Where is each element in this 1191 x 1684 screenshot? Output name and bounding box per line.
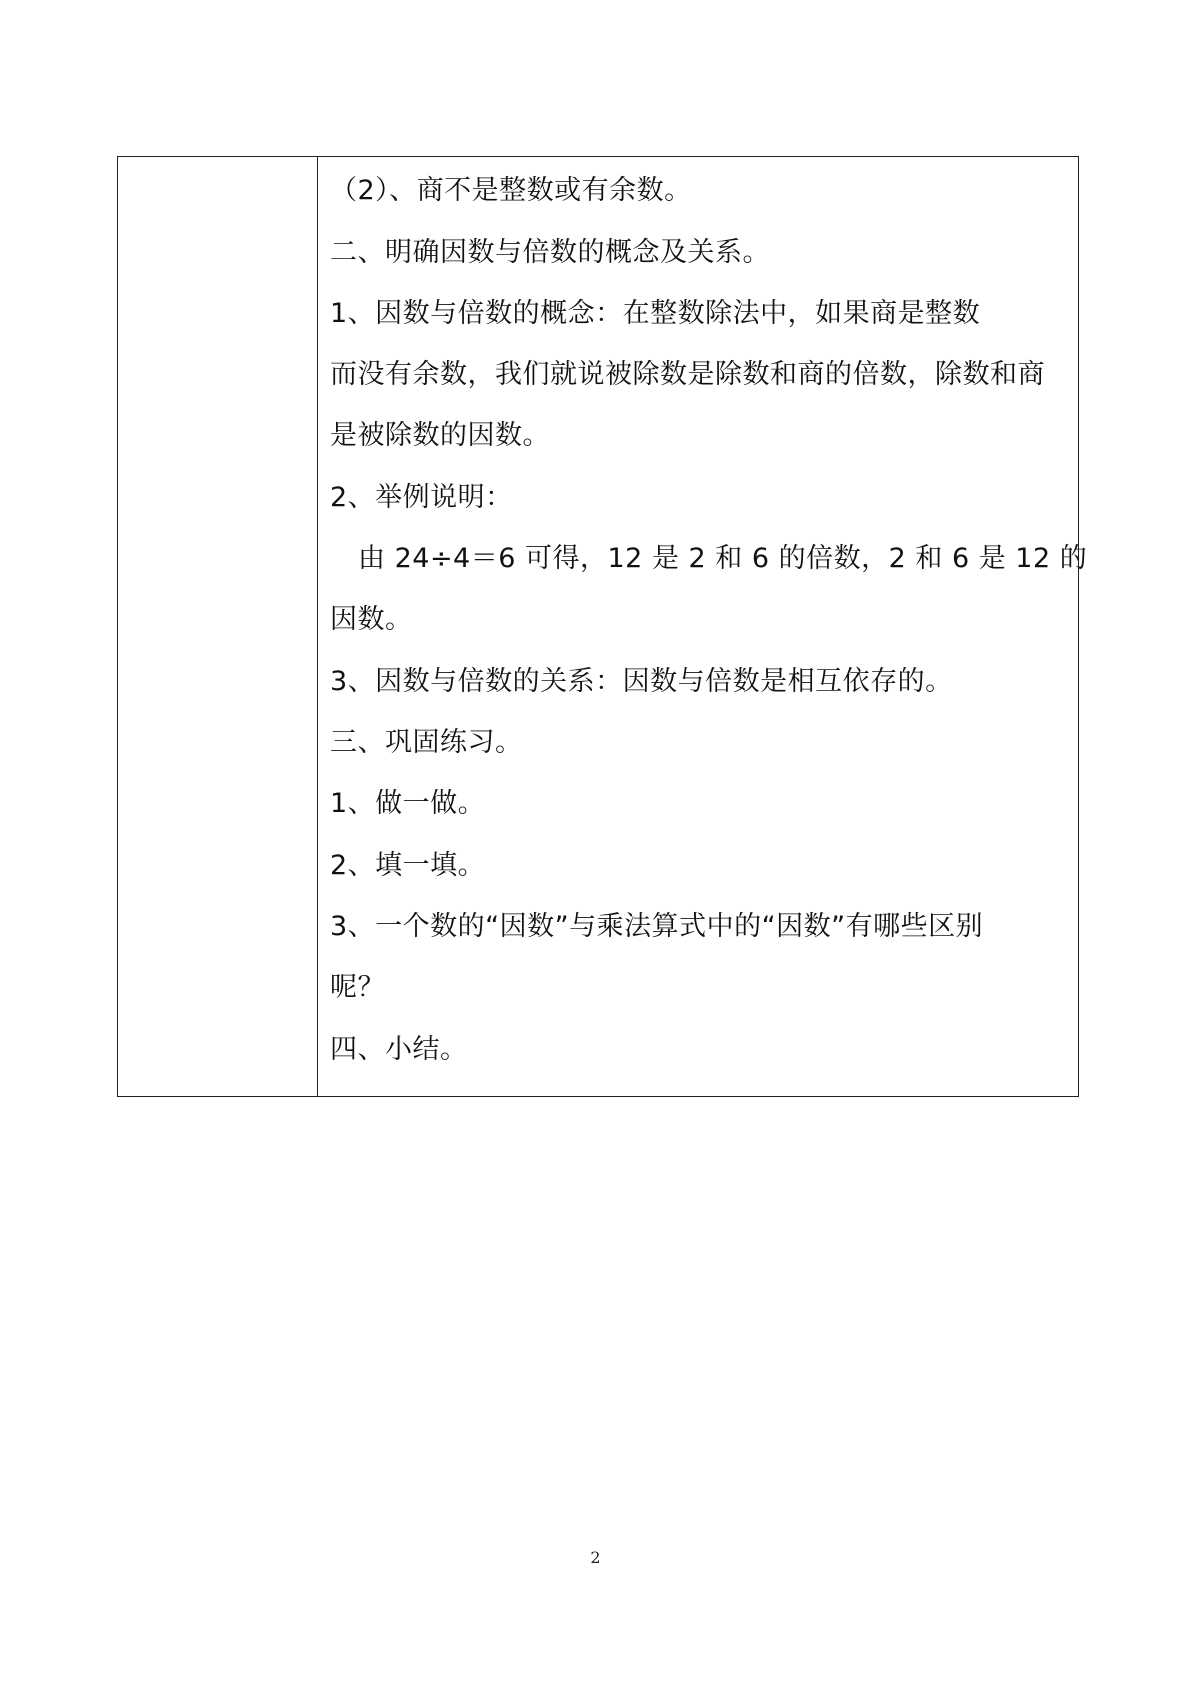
text-line-concept-definition-end: 是被除数的因数。 <box>330 420 550 451</box>
text-line-practice-2: 2、填一填。 <box>330 850 486 881</box>
table-right-cell <box>318 157 1088 1096</box>
table-left-cell <box>118 157 318 1096</box>
text-line-example: 由 24÷4＝6 可得，12 是 2 和 6 的倍数，2 和 6 是 12 的 <box>358 543 1088 574</box>
text-line-example-end: 因数。 <box>330 604 413 635</box>
text-line-example-heading: 2、举例说明： <box>330 482 513 513</box>
section-heading-concepts: 二、明确因数与倍数的概念及关系。 <box>330 237 770 268</box>
text-line-practice-3: 3、一个数的“因数”与乘法算式中的“因数”有哪些区别 <box>330 911 984 942</box>
section-heading-practice: 三、巩固练习。 <box>330 727 523 758</box>
section-heading-summary: 四、小结。 <box>330 1034 468 1065</box>
text-line-quotient-not-integer: （2）、商不是整数或有余数。 <box>330 175 692 206</box>
text-line-concept-definition: 1、因数与倍数的概念：在整数除法中，如果商是整数 <box>330 298 981 329</box>
text-line-practice-3-end: 呢？ <box>330 972 385 1003</box>
text-line-practice-1: 1、做一做。 <box>330 788 486 819</box>
lesson-table <box>117 156 1088 1097</box>
text-line-concept-definition-cont: 而没有余数，我们就说被除数是除数和商的倍数，除数和商 <box>330 359 1045 390</box>
text-line-relationship: 3、因数与倍数的关系：因数与倍数是相互依存的。 <box>330 666 953 697</box>
page-number: 2 <box>590 1548 601 1567</box>
